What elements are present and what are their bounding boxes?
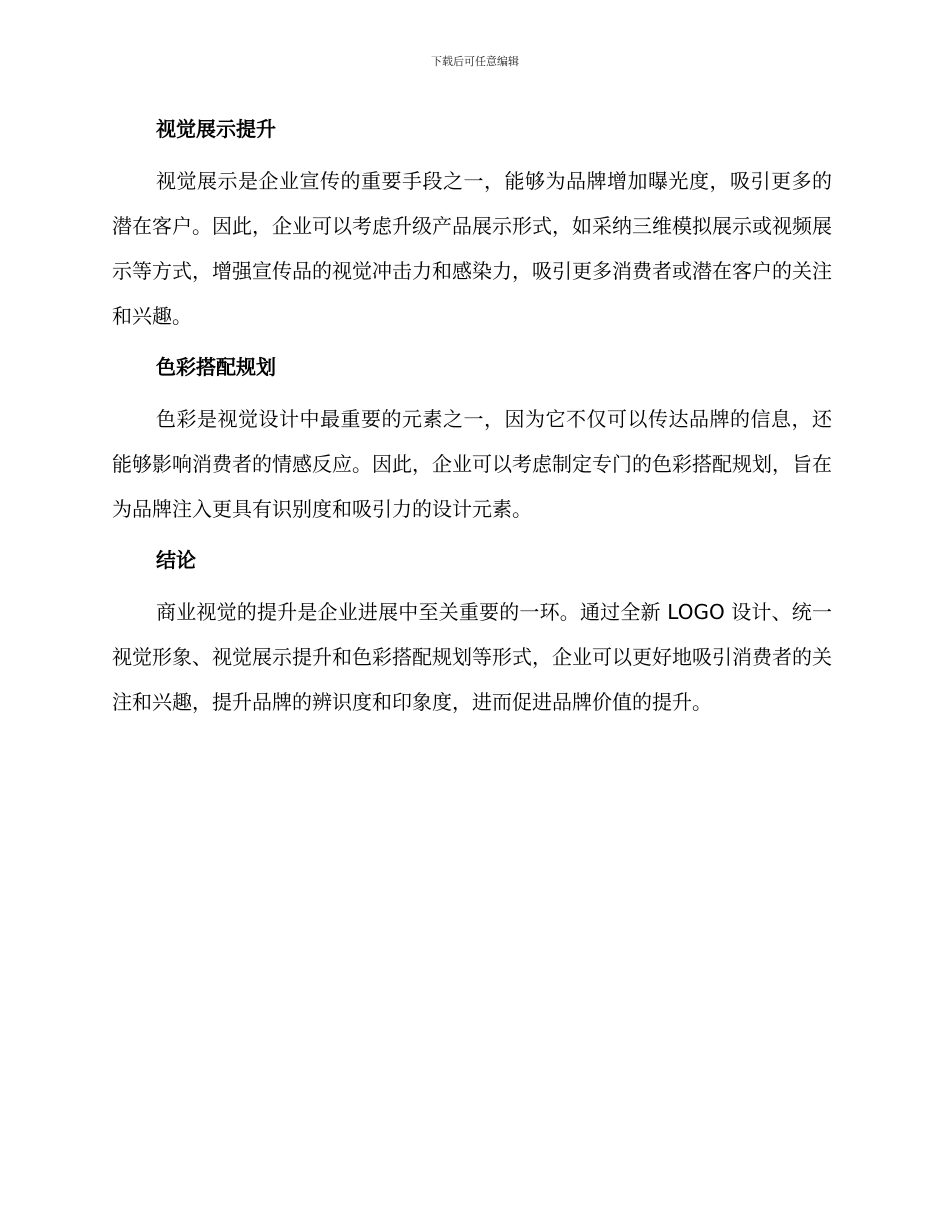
section-paragraph: 商业视觉的提升是企业进展中至关重要的一环。通过全新 LOGO 设计、统一视觉形象、视觉展示提升和色彩搭配规划等形式，企业可以更好地吸引消费者的关注和兴趣，提升品牌的辨识度和印象度，进而促进品牌价值的提升。 (112, 600, 832, 714)
section-heading: 视觉展示提升 (156, 117, 276, 141)
page-header-note: 下载后可任意编辑 (431, 55, 519, 68)
section-conclusion (112, 543, 832, 725)
section-color-planning (112, 350, 832, 532)
section-paragraph: 视觉展示是企业宣传的重要手段之一，能够为品牌增加曝光度，吸引更多的潜在客户。因此，企业可以考虑升级产品展示形式，如采纳三维模拟展示或视频展示等方式，增强宣传品的视觉冲击力和感染力，吸引更多消费者或潜在客户的关注和兴趣。 (112, 169, 832, 328)
section-paragraph: 色彩是视觉设计中最重要的元素之一，因为它不仅可以传达品牌的信息，还能够影响消费者的情感反应。因此，企业可以考虑制定专门的色彩搭配规划，旨在为品牌注入更具有识别度和吸引力的设计元素。 (112, 407, 832, 521)
document-body (112, 112, 832, 736)
section-heading: 色彩搭配规划 (156, 355, 276, 379)
section-visual-display (112, 112, 832, 339)
section-heading: 结论 (156, 548, 196, 572)
